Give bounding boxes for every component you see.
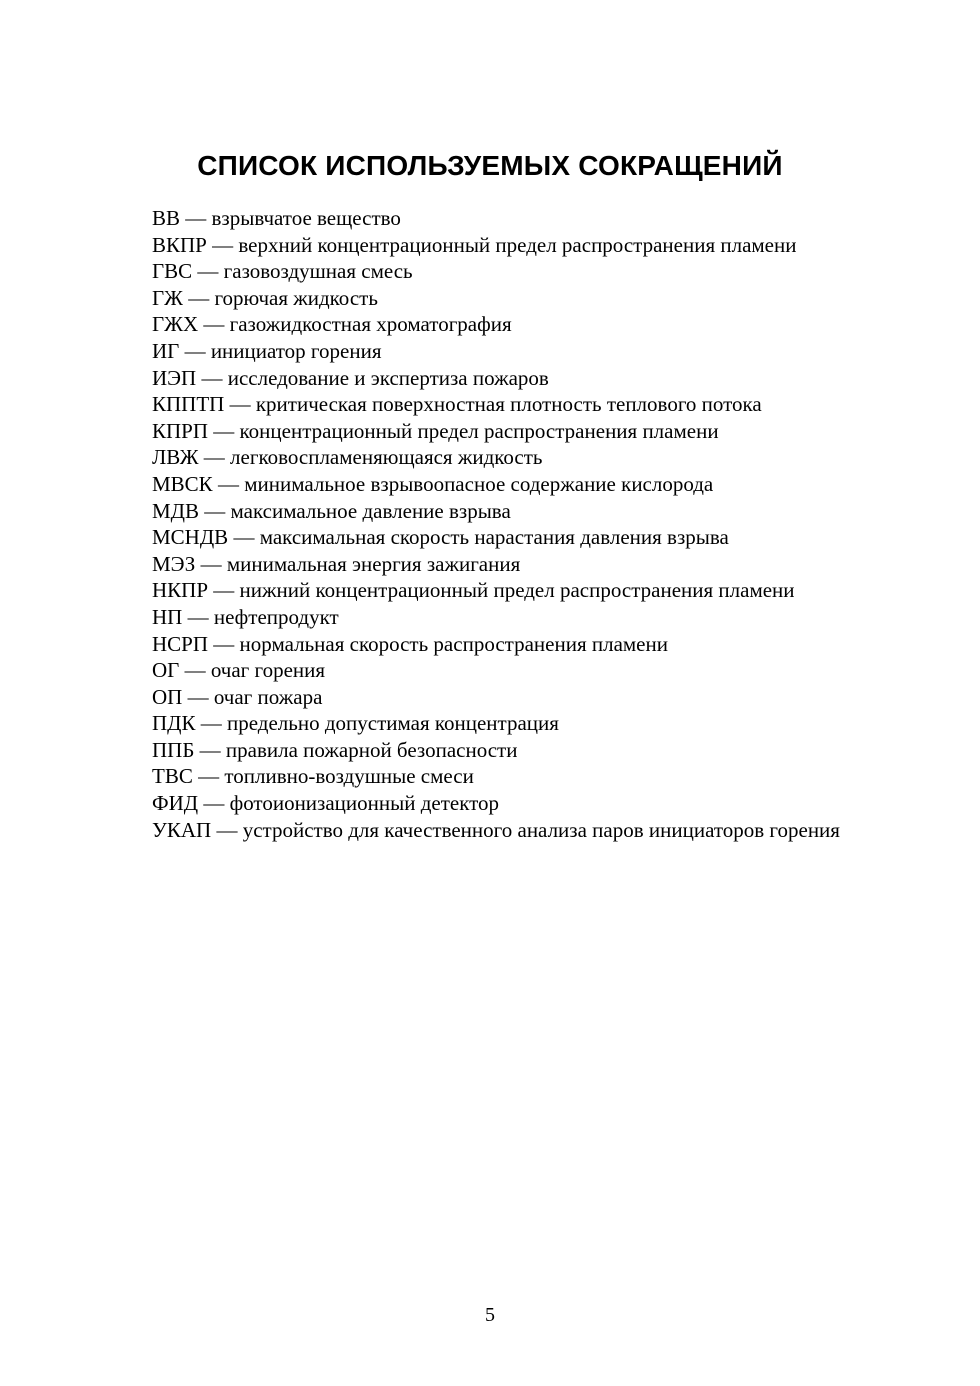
abbreviation-meaning: легковоспламеняющаяся жидкость [230, 445, 543, 470]
abbreviation-list [152, 205, 840, 843]
abbreviation-meaning: правила пожарной безопасности [225, 737, 518, 762]
abbreviation-meaning: нижний концентрационный предел распространения пламени [239, 578, 795, 603]
abbreviation-entry [152, 471, 840, 498]
abbreviation-entry [152, 498, 840, 525]
abbreviation-meaning: фотоионизационный детектор [229, 791, 500, 816]
abbreviation-term: ОП [152, 684, 183, 709]
abbreviation-entry [152, 684, 840, 711]
abbreviation-meaning: газовоздушная смесь [223, 259, 413, 284]
abbreviation-term: МСНДВ [152, 525, 229, 550]
abbreviation-entry [152, 817, 840, 844]
abbreviation-term: УКАП [152, 817, 212, 842]
abbreviation-term: МЭЗ [152, 551, 196, 576]
abbreviation-entry [152, 311, 840, 338]
abbreviation-meaning: нормальная скорость распространения пламени [239, 631, 668, 656]
abbreviation-separator: — [180, 206, 212, 230]
abbreviation-term: ИГ [152, 338, 180, 363]
abbreviation-entry [152, 710, 840, 737]
abbreviation-entry [152, 790, 840, 817]
abbreviation-meaning: максимальное давление взрыва [230, 498, 511, 523]
abbreviation-term: ППБ [152, 737, 195, 762]
abbreviation-entry [152, 365, 840, 392]
abbreviation-separator: — [196, 365, 228, 390]
abbreviation-separator: — [182, 684, 214, 709]
abbreviation-term: НСРП [152, 631, 209, 656]
abbreviation-meaning: критическая поверхностная плотность теплового потока [255, 392, 762, 417]
abbreviation-term: ГВС [152, 259, 193, 284]
abbreviation-separator: — [208, 631, 240, 656]
abbreviation-meaning: предельно допустимая концентрация [227, 711, 559, 736]
abbreviation-meaning: устройство для качественного анализа паров инициаторов горения [242, 817, 840, 842]
abbreviation-term: ГЖХ [152, 312, 199, 337]
abbreviation-entry [152, 258, 840, 285]
abbreviation-term: КПРП [152, 418, 209, 443]
abbreviation-meaning: концентрационный предел распространения пламени [239, 418, 719, 443]
abbreviation-meaning: взрывчатое вещество [211, 206, 401, 230]
abbreviation-entry [152, 577, 840, 604]
abbreviation-separator: — [224, 392, 256, 417]
abbreviation-meaning: газожидкостная хроматография [229, 312, 512, 337]
abbreviation-entry [152, 285, 840, 312]
abbreviation-entry [152, 737, 840, 764]
abbreviation-entry [152, 631, 840, 658]
abbreviation-entry [152, 604, 840, 631]
abbreviation-term: ПДК [152, 711, 196, 736]
abbreviation-separator: — [198, 791, 230, 816]
abbreviation-meaning: верхний концентрационный предел распространения пламени [238, 232, 797, 257]
abbreviation-entry [152, 418, 840, 445]
abbreviation-separator: — [195, 711, 227, 736]
abbreviation-separator: — [211, 817, 243, 842]
page-number: 5 [485, 1304, 495, 1326]
abbreviation-entry [152, 551, 840, 578]
abbreviation-separator: — [192, 764, 225, 789]
abbreviation-separator: — [208, 578, 240, 603]
abbreviation-meaning: топливно-воздушные смеси [224, 764, 474, 789]
abbreviation-term: МВСК [152, 471, 213, 496]
abbreviation-meaning: минимальная энергия зажигания [226, 551, 521, 576]
abbreviation-meaning: горючая жидкость [214, 285, 378, 310]
abbreviation-separator: — [198, 445, 231, 470]
abbreviation-entry [152, 205, 840, 232]
abbreviation-meaning: нефтепродукт [213, 604, 339, 629]
abbreviation-term: ИЭП [152, 365, 197, 390]
abbreviation-separator: — [206, 232, 239, 257]
abbreviation-term: МДВ [152, 498, 200, 523]
abbreviation-separator: — [182, 604, 214, 629]
abbreviation-meaning: очаг пожара [213, 684, 323, 709]
abbreviation-entry [152, 657, 840, 684]
abbreviation-term: ФИД [152, 791, 199, 816]
abbreviation-separator: — [179, 658, 211, 683]
abbreviation-separator: — [194, 737, 226, 762]
abbreviation-entry [152, 338, 840, 365]
abbreviation-meaning: инициатор горения [210, 338, 382, 363]
page-title: СПИСОК ИСПОЛЬЗУЕМЫХ СОКРАЩЕНИЙ [197, 150, 783, 181]
abbreviation-entry [152, 524, 840, 551]
abbreviation-meaning: максимальная скорость нарастания давления взрыва [259, 525, 729, 550]
abbreviation-separator: — [212, 471, 245, 496]
abbreviation-meaning: очаг горения [210, 658, 326, 683]
abbreviation-separator: — [228, 525, 260, 550]
abbreviation-separator: — [182, 285, 215, 310]
abbreviation-term: ОГ [152, 658, 180, 683]
abbreviation-separator: — [199, 498, 231, 523]
abbreviation-term: ТВС [152, 764, 193, 789]
abbreviation-term: КППТП [152, 392, 225, 417]
abbreviation-term: НП [152, 604, 183, 629]
abbreviation-entry [152, 391, 840, 418]
abbreviation-separator: — [192, 259, 224, 284]
abbreviation-meaning: минимальное взрывоопасное содержание кислорода [244, 471, 714, 496]
abbreviation-term: ВВ [152, 206, 181, 230]
abbreviation-separator: — [195, 551, 227, 576]
abbreviation-term: ГЖ [152, 285, 183, 310]
abbreviation-entry [152, 444, 840, 471]
abbreviation-separator: — [208, 418, 240, 443]
abbreviation-entry [152, 763, 840, 790]
abbreviation-separator: — [198, 312, 230, 337]
abbreviation-term: ВКПР [152, 232, 207, 257]
abbreviation-separator: — [179, 338, 211, 363]
abbreviation-meaning: исследование и экспертиза пожаров [227, 365, 549, 390]
abbreviation-term: НКПР [152, 578, 209, 603]
abbreviation-term: ЛВЖ [152, 445, 199, 470]
abbreviation-entry [152, 232, 840, 259]
